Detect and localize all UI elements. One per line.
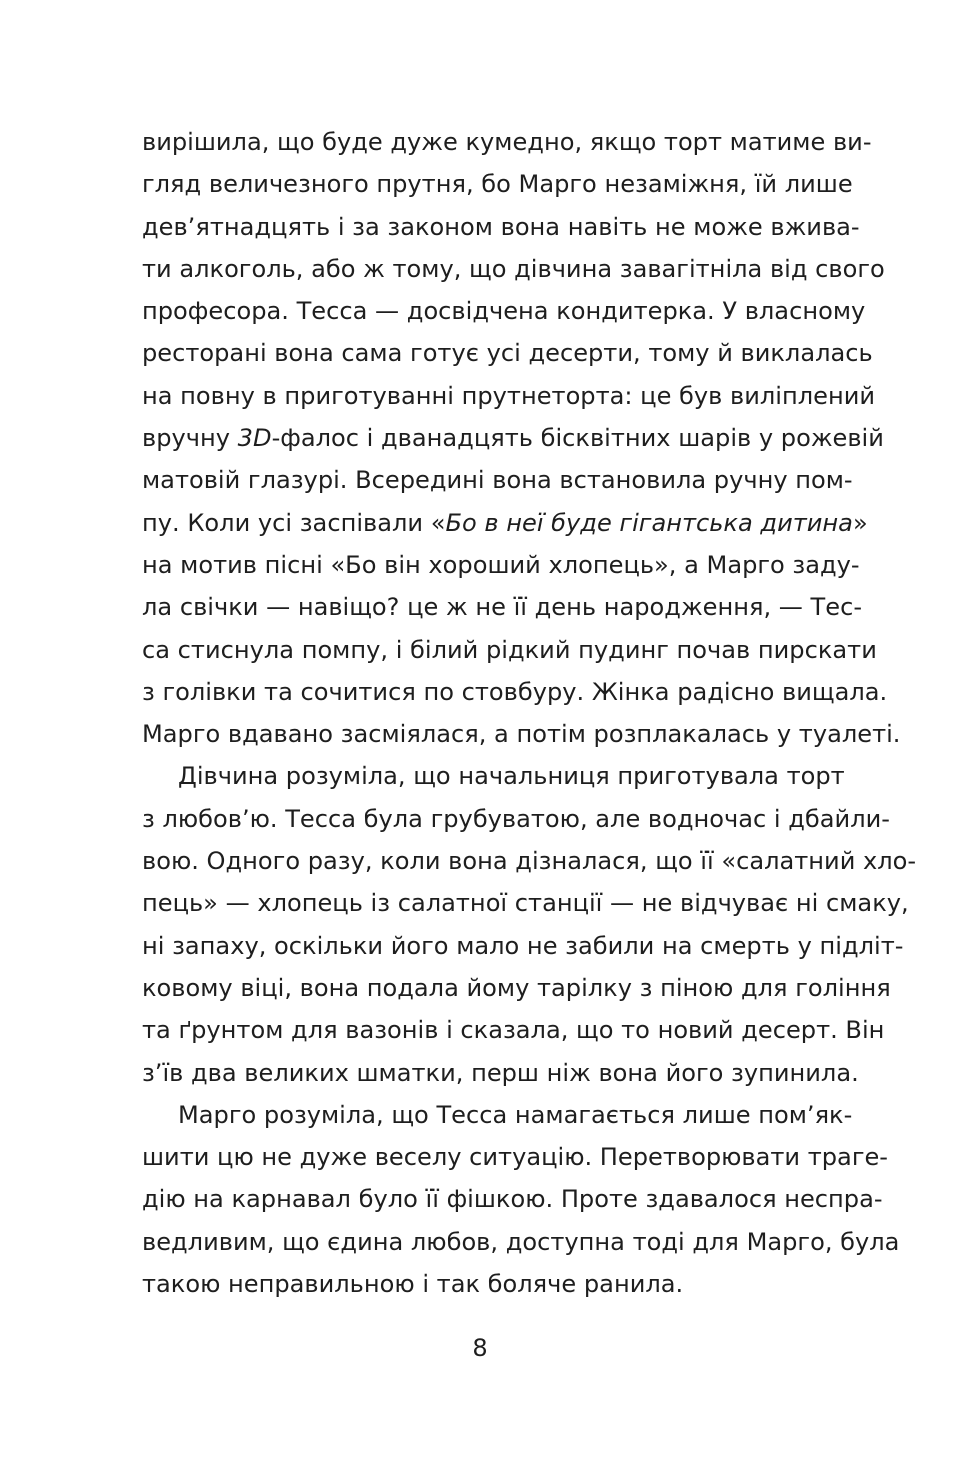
- page-body: [142, 121, 917, 1305]
- text-run: шити цю не дуже веселу ситуацію. Перетворювати траге-: [142, 1143, 889, 1172]
- text-line: [142, 502, 868, 544]
- text-line: [142, 1263, 836, 1305]
- text-run: такою неправильною і так боляче ранила.: [142, 1270, 684, 1299]
- paragraph: [142, 1094, 900, 1305]
- text-run: дев’ятнадцять і за законом вона навіть не може вжива-: [142, 212, 860, 241]
- text-run: -фалос і дванадцять бісквітних шарів у рожевій: [271, 424, 884, 453]
- text-line: [142, 1052, 859, 1094]
- text-line: [142, 1094, 853, 1136]
- page-number: 8: [472, 1334, 488, 1362]
- text-run: »: [852, 508, 868, 537]
- text-run: пець» — хлопець із салатної станції — не відчуває ні смаку,: [142, 889, 909, 918]
- text-run: Дівчина розуміла, що начальниця приготувала торт: [178, 762, 845, 791]
- text-line: [142, 629, 877, 671]
- text-run: з любов’ю. Тесса була грубуватою, але водночас і дбайли-: [142, 804, 890, 833]
- text-run: ні запаху, оскільки його мало не забили на смерть у підліт-: [142, 931, 904, 960]
- text-run: з’їв два великих шматки, перш ніж вона його зупинила.: [142, 1058, 859, 1087]
- text-line: [142, 1221, 900, 1263]
- text-line: [142, 713, 901, 755]
- text-run: пу. Коли усі заспівали «: [142, 508, 446, 537]
- text-run: вою. Одного разу, коли вона дізналася, що її «салатний хло-: [142, 847, 917, 876]
- text-line: [142, 375, 876, 417]
- italic-text: 3D: [237, 424, 272, 453]
- text-run: дію на карнавал було її фішкою. Проте здавалося неспра-: [142, 1185, 883, 1214]
- text-run: матовій глазурі. Всередині вона встановила ручну пом-: [142, 466, 853, 495]
- text-run: ковому віці, вона подала йому тарілку з піною для гоління: [142, 973, 891, 1002]
- text-line: [142, 798, 890, 840]
- text-line: [142, 459, 853, 501]
- text-line: [142, 586, 863, 628]
- text-line: [142, 1178, 883, 1220]
- text-line: [142, 163, 853, 205]
- text-run: та ґрунтом для вазонів і сказала, що то новий десерт. Він: [142, 1016, 885, 1045]
- text-run: са стиснула помпу, і білий рідкий пудинг почав пирскати: [142, 635, 877, 664]
- text-run: Марго вдавано засміялася, а потім розплакалась у туалеті.: [142, 720, 901, 749]
- text-run: з голівки та сочитися по стовбуру. Жінка радісно вищала.: [142, 677, 888, 706]
- text-line: [142, 671, 888, 713]
- text-line: [142, 1009, 885, 1051]
- text-line: [142, 882, 909, 924]
- text-run: на повну в приготуванні прутнеторта: це був виліплений: [142, 381, 876, 410]
- italic-text: Бо в неї буде гігантська дитина: [445, 508, 853, 537]
- text-line: [142, 1136, 889, 1178]
- paragraph: [142, 121, 901, 755]
- text-run: ведливим, що єдина любов, доступна тоді для Марго, була: [142, 1227, 900, 1256]
- text-line: [142, 121, 872, 163]
- text-run: ресторані вона сама готує усі десерти, тому й виклалась: [142, 339, 873, 368]
- text-run: ла свічки — навіщо? це ж не її день народження, — Тес-: [142, 593, 863, 622]
- text-run: на мотив пісні «Бо він хороший хлопець», а Марго заду-: [142, 550, 860, 579]
- text-run: ти алкоголь, або ж тому, що дівчина завагітніла від свого: [142, 254, 885, 283]
- text-line: [142, 417, 884, 459]
- text-line: [142, 290, 866, 332]
- text-run: вручну: [142, 424, 238, 453]
- text-line: [142, 248, 885, 290]
- text-line: [142, 755, 845, 797]
- text-run: Марго розуміла, що Тесса намагається лише пом’як-: [178, 1100, 853, 1129]
- text-run: професора. Тесса — досвідчена кондитерка. У власному: [142, 297, 866, 326]
- paragraph: [142, 755, 917, 1093]
- text-line: [142, 967, 891, 1009]
- text-run: гляд величезного прутня, бо Марго незаміжня, їй лише: [142, 170, 853, 199]
- text-line: [142, 544, 860, 586]
- text-line: [142, 925, 904, 967]
- text-line: [142, 840, 917, 882]
- text-line: [142, 206, 860, 248]
- text-line: [142, 332, 873, 374]
- text-run: вирішила, що буде дуже кумедно, якщо торт матиме ви-: [142, 128, 872, 156]
